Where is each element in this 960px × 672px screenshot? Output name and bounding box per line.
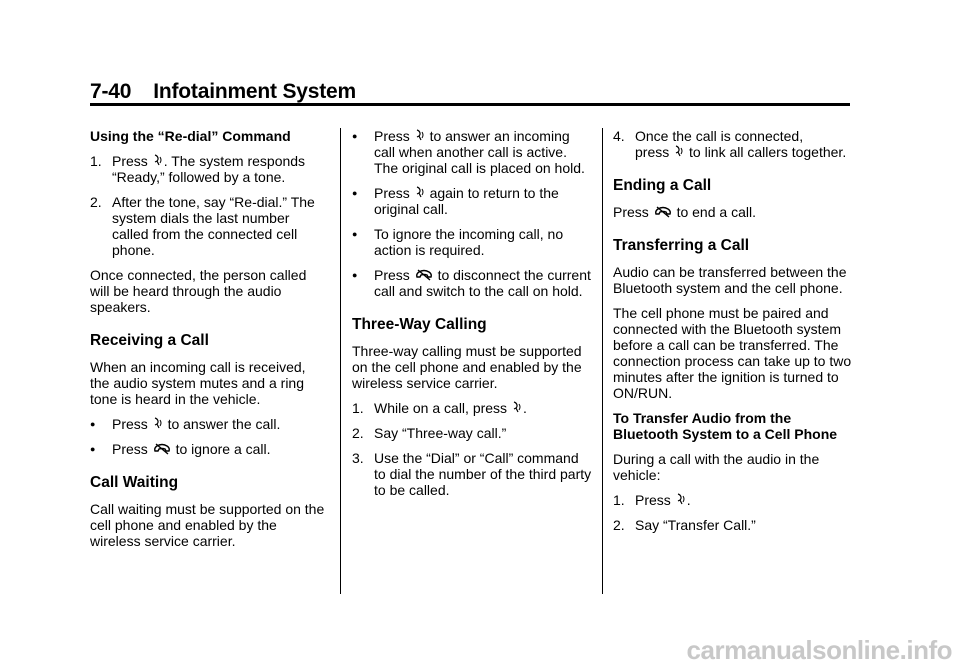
step-text: . The system responds “Ready,” followed by a tone. [112,153,306,185]
step-text: Once the call is connected, [635,128,804,144]
watermark: carmanualsonline.info [686,635,952,665]
waiting-bullet [352,185,592,217]
step-number: 3. [352,450,364,466]
waiting-bullet [352,267,592,299]
bullet-icon: ● [90,419,96,429]
transfer-step-1 [613,492,853,508]
column-3 [613,128,853,542]
transfer-paragraph-1: Audio can be transferred between the Bluetooth system and the cell phone. [613,264,847,296]
three-way-step-4 [613,128,853,160]
redial-step-1 [90,153,326,185]
three-way-paragraph: Three-way calling must be supported on the cell phone and enabled by the wireless service carrier. [352,343,582,391]
ending-text: to end a call. [676,204,756,220]
call-waiting-paragraph: Call waiting must be supported on the cell phone and enabled by the wireless service carrier. [90,501,325,549]
header-rule [90,103,850,106]
bullet-text: Press [374,185,410,201]
push-to-talk-icon [676,493,686,506]
receiving-paragraph: When an incoming call is received, the audio system mutes and a ring tone is heard in the vehicle. [90,359,306,407]
bullet-text: Press [112,416,148,432]
bullet-text: to answer the call. [167,416,281,432]
bullet-icon: ● [352,188,358,198]
bullet-text: Press [374,267,410,283]
redial-heading: Using the “Re-dial” Command [90,128,291,144]
step-text: Say “Three-way call.” [374,425,507,441]
bullet-text: to answer an incoming call when another call is active. The original call is placed on hold. [374,128,585,176]
receiving-heading: Receiving a Call [90,332,209,349]
bullet-text: To ignore the incoming call, no action is required. [374,226,564,258]
waiting-bullet [352,226,592,258]
transfer-subheading: To Transfer Audio from the Bluetooth System to a Cell Phone [613,410,838,442]
bullet-icon: ● [90,444,96,454]
step-text: Say “Transfer Call.” [635,517,756,533]
push-to-talk-icon [153,154,163,167]
three-way-step-3 [352,450,592,498]
step-number: 2. [90,194,102,210]
ending-paragraph [613,204,853,220]
step-number: 4. [613,128,625,144]
step-number: 1. [352,400,364,416]
end-call-icon [415,269,433,281]
bullet-text: to disconnect the current call and switch to the call on hold. [374,267,591,299]
step-number: 2. [352,425,364,441]
push-to-talk-icon [415,186,425,199]
bullet-text: Press [112,441,148,457]
step-number: 2. [613,517,625,533]
column-2 [352,128,592,507]
step-text: Press [112,153,148,169]
push-to-talk-icon [153,417,163,430]
column-divider [340,128,341,594]
column-divider [602,128,603,594]
step-text: to link all callers together. [689,144,847,160]
receiving-bullet [90,416,326,432]
end-call-icon [153,443,171,455]
page-header [90,80,356,104]
bullet-text: to ignore a call. [175,441,271,457]
push-to-talk-icon [415,129,425,142]
ending-heading: Ending a Call [613,177,712,194]
three-way-step-2 [352,425,592,441]
step-text: After the tone, say “Re-dial.” The system dials the last number called from the connected cell phone. [112,194,315,258]
call-waiting-heading: Call Waiting [90,474,179,491]
page-title: Infotainment System [153,80,356,103]
transfer-step-2 [613,517,853,533]
redial-step-2 [90,194,326,258]
three-way-heading: Three-Way Calling [352,316,487,333]
bullet-icon: ● [352,229,358,239]
column-1 [90,128,326,558]
ending-text: Press [613,204,649,220]
transfer-paragraph-3: During a call with the audio in the vehicle: [613,451,820,483]
bullet-icon: ● [352,270,358,280]
push-to-talk-icon [512,401,522,414]
step-text: While on a call, press [374,400,508,416]
step-text: . [686,492,691,508]
page-number: 7-40 [90,80,132,103]
bullet-text: again to return to the original call. [374,185,559,217]
step-number: 1. [90,153,102,169]
connected-paragraph: Once connected, the person called will be heard through the audio speakers. [90,267,307,315]
bullet-icon: ● [352,131,358,141]
transferring-heading: Transferring a Call [613,237,750,254]
step-text: Use the “Dial” or “Call” command to dial the number of the third party to be called. [374,450,592,498]
step-text: press [635,144,670,160]
three-way-step-1 [352,400,592,416]
waiting-bullet [352,128,592,176]
receiving-bullet [90,441,326,457]
step-text: . [522,400,527,416]
transfer-paragraph-2: The cell phone must be paired and connected with the Bluetooth system before a call can be transferred. The connection process can take up to two minutes after the ignition is turned to ON/RUN. [613,305,852,401]
push-to-talk-icon [674,145,684,158]
step-number: 1. [613,492,625,508]
bullet-text: Press [374,128,410,144]
step-text: Press [635,492,671,508]
end-call-icon [654,206,672,218]
